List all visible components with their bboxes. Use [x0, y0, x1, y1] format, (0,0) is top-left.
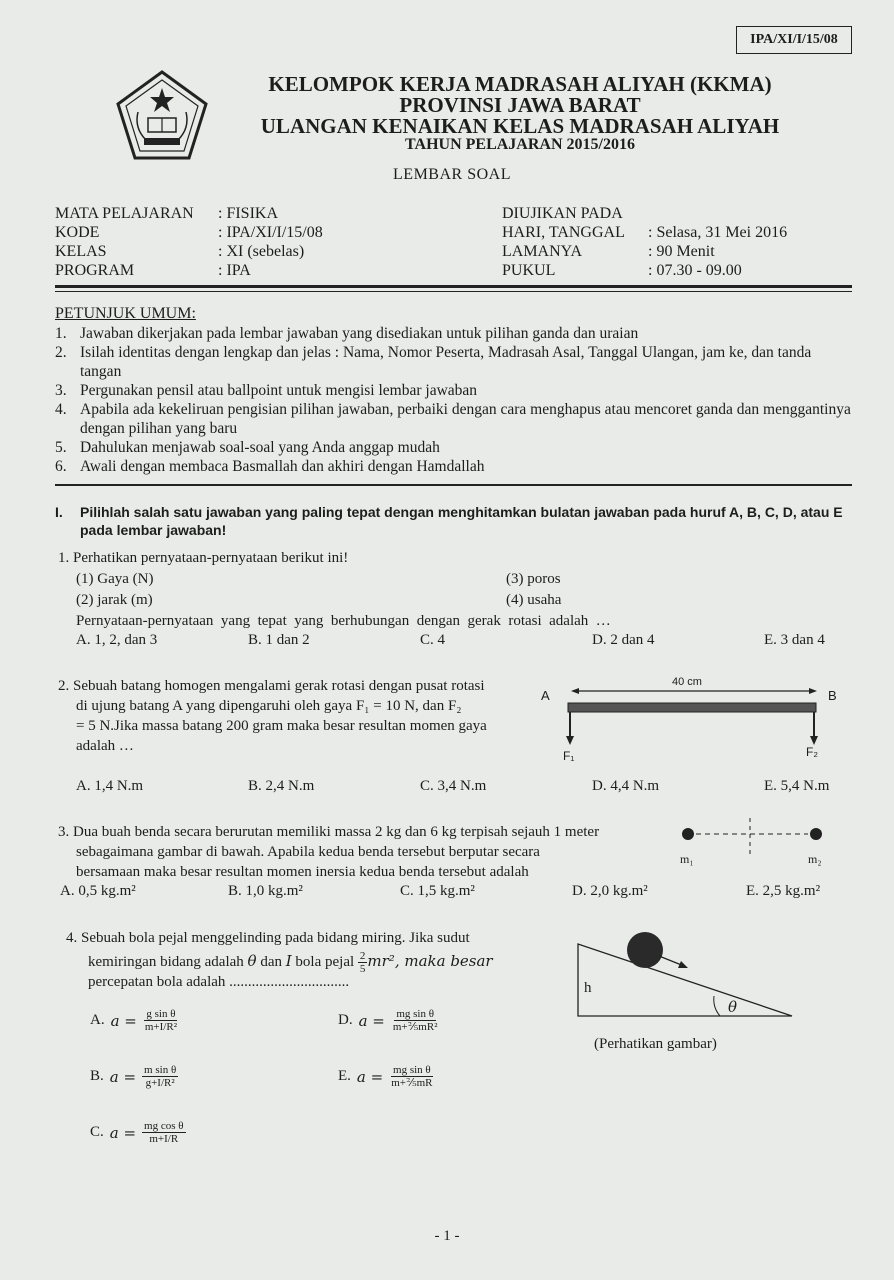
- denominator: g+I/R²: [145, 1077, 175, 1089]
- q4-text: dan: [260, 953, 282, 970]
- formula-fraction: [142, 1064, 178, 1089]
- q4-text: mr², maka besar: [367, 951, 493, 970]
- formula-fraction: [143, 1008, 179, 1033]
- formula-lhs: a =: [356, 1067, 384, 1086]
- info-value: : IPA: [218, 262, 251, 279]
- item-number: 5.: [55, 439, 67, 456]
- height-label: h: [584, 980, 592, 996]
- section-text: Pilihlah salah satu jawaban yang paling tepat dengan menghitamkan bulatan jawaban pada huruf A, B, C, D, atau E pada lembar jawaban!: [80, 504, 843, 538]
- q3-option-e[interactable]: E. 2,5 kg.m²: [746, 883, 821, 899]
- theta-symbol: θ: [247, 951, 257, 970]
- rod-diagram: [535, 673, 845, 773]
- q1-question: Pernyataan-pernyataan yang tepat yang berhubungan dengan gerak rotasi adalah …: [76, 613, 611, 629]
- rod-end-b-label: B: [828, 688, 837, 703]
- formula-fraction: [389, 1064, 434, 1089]
- info-value: : XI (sebelas): [218, 243, 305, 260]
- info-label: MATA PELAJARAN: [55, 205, 194, 222]
- q1-option-d[interactable]: D. 2 dan 4: [592, 632, 655, 648]
- petunjuk-item: [55, 438, 855, 457]
- q1-option-c[interactable]: C. 4: [420, 632, 446, 648]
- q2-line: 2. Sebuah batang homogen mengalami gerak rotasi dengan pusat rotasi: [58, 678, 485, 694]
- info-label: HARI, TANGGAL: [502, 224, 625, 241]
- numerator: mg sin θ: [393, 1064, 431, 1076]
- q3-option-b[interactable]: B. 1,0 kg.m²: [228, 883, 303, 899]
- item-text: Dahulukan menjawab soal-soal yang Anda anggap mudah: [80, 439, 440, 456]
- q2-option-d[interactable]: D. 4,4 N.m: [592, 778, 660, 794]
- formula-lhs: a =: [109, 1123, 137, 1142]
- header-province: PROVINSI JAWA BARAT: [399, 93, 641, 117]
- info-label: PROGRAM: [55, 262, 135, 279]
- q1-option-e[interactable]: E. 3 dan 4: [764, 632, 825, 648]
- q4-text: bola pejal: [295, 953, 355, 970]
- info-label: DIUJIKAN PADA: [502, 205, 623, 222]
- info-value: : Selasa, 31 Mei 2016: [648, 224, 788, 241]
- denominator: m+⅖mR: [391, 1077, 433, 1089]
- q4-text: kemiringan bidang adalah: [88, 953, 244, 970]
- inertia-symbol: I: [285, 951, 292, 970]
- q2-line: = 5 N.Jika massa batang 200 gram maka besar resultan momen gaya: [76, 718, 487, 734]
- q4-line: 4. Sebuah bola pejal menggelinding pada bidang miring. Jika sudut: [66, 930, 470, 946]
- petunjuk-item: [55, 400, 855, 438]
- lembar-soal-label: LEMBAR SOAL: [393, 166, 511, 183]
- info-label: KELAS: [55, 243, 107, 260]
- q4-option-a[interactable]: [90, 1008, 179, 1033]
- kemenag-logo: [112, 66, 212, 166]
- option-letter: A.: [90, 1012, 105, 1028]
- info-value: : 90 Menit: [648, 243, 715, 260]
- q2-line: di ujung batang A yang dipengaruhi oleh gaya F₁ = 10 N, dan F₂: [76, 698, 462, 714]
- q3-option-a[interactable]: A. 0,5 kg.m²: [60, 883, 136, 899]
- incline-diagram: [574, 924, 798, 1020]
- mass-m1-label: m₁: [680, 852, 694, 866]
- figure-caption: (Perhatikan gambar): [594, 1036, 717, 1052]
- q2-option-a[interactable]: A. 1,4 N.m: [76, 778, 144, 794]
- section-number: I.: [55, 504, 63, 520]
- item-text: Isilah identitas dengan lengkap dan jelas : Nama, Nomor Peserta, Madrasah Asal, Tanggal Ulangan, jam ke, dan tanda tangan: [80, 344, 812, 380]
- info-label: LAMANYA: [502, 243, 582, 260]
- item-number: 2.: [55, 344, 67, 361]
- q3-option-c[interactable]: C. 1,5 kg.m²: [400, 883, 475, 899]
- q2-option-c[interactable]: C. 3,4 N.m: [420, 778, 487, 794]
- q3-line: 3. Dua buah benda secara berurutan memiliki massa 2 kg dan 6 kg terpisah sejauh 1 meter: [58, 824, 600, 840]
- numerator: g sin θ: [146, 1008, 176, 1020]
- formula-lhs: a =: [110, 1011, 137, 1030]
- document-code-box: IPA/XI/I/15/08: [736, 26, 852, 54]
- header-exam: ULANGAN KENAIKAN KELAS MADRASAH ALIYAH: [260, 114, 780, 138]
- numerator: mg cos θ: [144, 1120, 184, 1132]
- header-title: KELOMPOK KERJA MADRASAH ALIYAH (KKMA): [268, 72, 772, 96]
- q3-line: sebagaimana gambar di bawah. Apabila kedua benda tersebut berputar secara: [76, 844, 540, 860]
- item-text: Apabila ada kekeliruan pengisian pilihan jawaban, perbaiki dengan cara menghapus atau mencoret ganda dan menggantinya dengan pilihan yang baru: [80, 401, 851, 437]
- item-number: 1.: [55, 325, 67, 342]
- section-instruction: [55, 503, 855, 539]
- divider-thin: [55, 291, 852, 292]
- option-letter: C.: [90, 1124, 104, 1140]
- q4-option-b[interactable]: [90, 1064, 178, 1089]
- info-label: KODE: [55, 224, 100, 241]
- petunjuk-title: PETUNJUK UMUM:: [55, 305, 196, 322]
- q3-line: bersamaan maka besar resultan momen inersia kedua benda tersebut adalah: [76, 864, 529, 880]
- q4-option-d[interactable]: [338, 1008, 440, 1033]
- q3-option-d[interactable]: D. 2,0 kg.m²: [572, 883, 648, 899]
- denominator: m+I/R²: [144, 1021, 177, 1033]
- divider: [55, 484, 852, 486]
- two-fifths-fraction: $\frac{2}{5}$: [359, 950, 366, 975]
- force-f1-label: F₁: [563, 749, 575, 763]
- item-number: 3.: [55, 382, 67, 399]
- item-number: 4.: [55, 401, 67, 418]
- info-value: : IPA/XI/I/15/08: [218, 224, 323, 241]
- q4-option-e[interactable]: [338, 1064, 435, 1089]
- item-text: Jawaban dikerjakan pada lembar jawaban yang disediakan untuk pilihan ganda dan uraian: [80, 325, 639, 342]
- petunjuk-item: [55, 343, 855, 381]
- q1-item: (3) poros: [506, 571, 561, 587]
- q1-option-b[interactable]: B. 1 dan 2: [248, 632, 310, 648]
- rod-length-label: 40 cm: [672, 676, 702, 688]
- formula-lhs: a =: [358, 1011, 385, 1030]
- angle-label: θ: [728, 998, 738, 1016]
- q2-line: adalah …: [76, 738, 134, 754]
- force-f2-label: F₂: [806, 745, 818, 759]
- item-number: 6.: [55, 458, 67, 475]
- formula-lhs: a =: [109, 1067, 137, 1086]
- denominator: m+⅖mR²: [392, 1021, 438, 1033]
- q1-item: (1) Gaya (N): [76, 571, 154, 587]
- denominator: m+I/R: [149, 1133, 179, 1145]
- q2-option-e[interactable]: E. 5,4 N.m: [764, 778, 830, 794]
- mass-m2-label: m₂: [808, 852, 822, 866]
- formula-fraction: [391, 1008, 440, 1033]
- petunjuk-item: [55, 381, 855, 400]
- page-number: - 1 -: [434, 1228, 460, 1244]
- formula-fraction: [142, 1120, 186, 1145]
- option-letter: D.: [338, 1012, 353, 1028]
- divider-thick: [55, 285, 852, 288]
- q4-option-c[interactable]: [90, 1120, 186, 1145]
- q4-line: percepatan bola adalah ................................: [88, 974, 350, 990]
- q1-item: (2) jarak (m): [76, 592, 153, 608]
- petunjuk-item: [55, 324, 855, 343]
- petunjuk-item: [55, 457, 855, 476]
- header-year: TAHUN PELAJARAN 2015/2016: [405, 136, 635, 153]
- option-letter: B.: [90, 1068, 104, 1084]
- info-value: : FISIKA: [218, 205, 279, 222]
- numerator: m sin θ: [144, 1064, 177, 1076]
- q2-option-b[interactable]: B. 2,4 N.m: [248, 778, 315, 794]
- info-label: PUKUL: [502, 262, 556, 279]
- numerator: mg sin θ: [396, 1008, 435, 1020]
- q1-stem: 1. Perhatikan pernyataan-pernyataan berikut ini!: [58, 550, 349, 566]
- item-text: Awali dengan membaca Basmallah dan akhiri dengan Hamdallah: [80, 458, 485, 475]
- item-text: Pergunakan pensil atau ballpoint untuk mengisi lembar jawaban: [80, 382, 478, 399]
- rod-end-a-label: A: [541, 688, 550, 703]
- q1-item: (4) usaha: [506, 592, 562, 608]
- info-value: : 07.30 - 09.00: [648, 262, 742, 279]
- q1-option-a[interactable]: A. 1, 2, dan 3: [76, 632, 158, 648]
- option-letter: E.: [338, 1068, 351, 1084]
